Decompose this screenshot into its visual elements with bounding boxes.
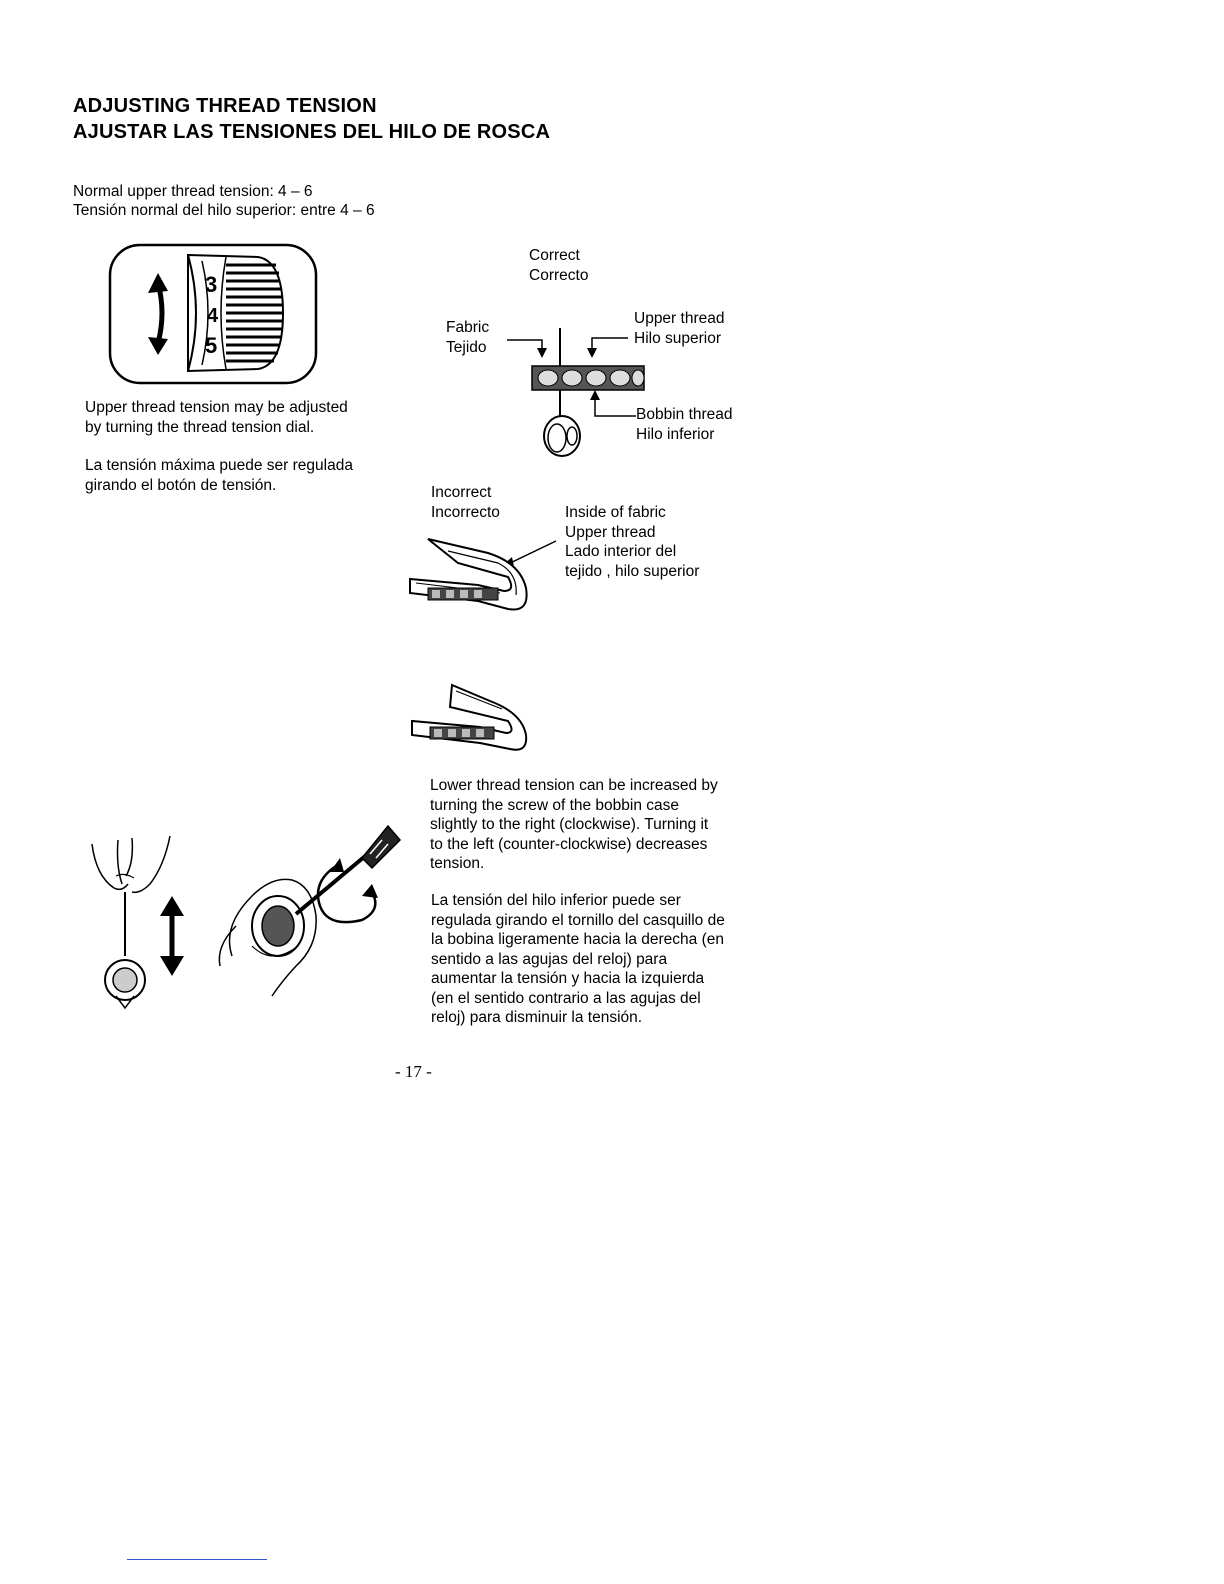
dial-number-3: 3 — [205, 272, 218, 297]
dial-number-4: 4 — [207, 305, 219, 327]
dial-number-5: 5 — [205, 333, 218, 358]
heading-en: ADJUSTING THREAD TENSION — [73, 95, 377, 117]
upper-thread-label: Upper thread Hilo superior — [634, 310, 725, 347]
fabric-label: Fabric Tejido — [446, 319, 490, 356]
lower-adjust-es: La tensión del hilo inferior puede ser regulada girando el tornillo del casquillo de la bobina ligeramente hacia la derecha (en sentido a las agujas del reloj) para aumentar la tensión y hacia la izquierda (en el sentido contrario a las agujas del reloj) para disminuir la tensión. — [431, 892, 725, 1026]
footer-divider — [127, 1559, 267, 1560]
bobbin-case-hang-illustration — [88, 836, 198, 1016]
heading-es: AJUSTAR LAS TENSIONES DEL HILO DE ROSCA — [73, 121, 551, 143]
incorrect-stitch-diagram-1 — [408, 533, 558, 618]
incorrect-stitch-diagram-2 — [410, 683, 530, 753]
screwdriver-adjust-illustration — [212, 806, 412, 1006]
normal-tension-en: Normal upper thread tension: 4 – 6 — [73, 183, 313, 200]
incorrect-label: Incorrect Incorrecto — [431, 484, 500, 521]
upper-adjust-en: Upper thread tension may be adjusted by turning the thread tension dial. — [85, 399, 348, 436]
correct-label-en: Correct — [529, 247, 580, 264]
normal-tension-es: Tensión normal del hilo superior: entre 4 – 6 — [73, 202, 375, 219]
page-number: - 17 - — [395, 1062, 432, 1081]
correct-label-es: Correcto — [529, 267, 589, 284]
upper-adjust-es: La tensión máxima puede ser regulada girando el botón de tensión. — [85, 457, 353, 494]
bobbin-thread-label: Bobbin thread Hilo inferior — [636, 406, 733, 443]
lower-adjust-en: Lower thread tension can be increased by turning the screw of the bobbin case slightly to the right (clockwise). Turning it to the left (counter-clockwise) decreases tension. — [430, 777, 718, 872]
correct-stitch-diagram — [500, 320, 650, 460]
inside-fabric-label: Inside of fabric Upper thread Lado interior del tejido , hilo superior — [565, 504, 700, 580]
